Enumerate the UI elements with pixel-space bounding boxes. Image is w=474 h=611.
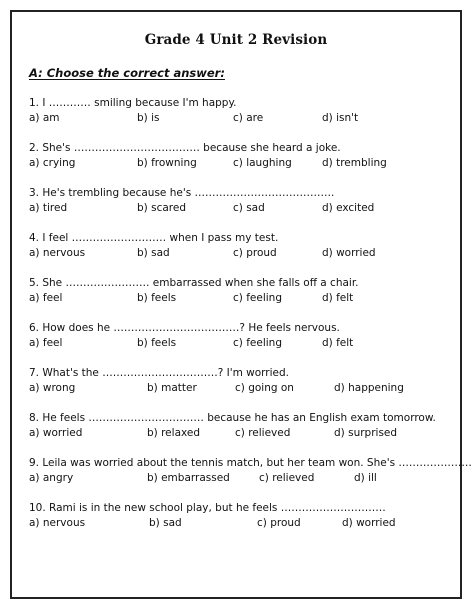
- option-d: d) isn't: [322, 112, 359, 124]
- worksheet-page: [10, 10, 472, 599]
- option-b: b) matter: [147, 382, 197, 394]
- option-d: d) ill: [354, 472, 377, 484]
- worksheet-title: Grade 4 Unit 2 Revision: [144, 32, 328, 48]
- question-8: [29, 411, 449, 440]
- option-d: d) worried: [342, 517, 396, 529]
- question-10: [29, 501, 449, 530]
- option-b: b) feels: [137, 337, 177, 349]
- question-2: [29, 141, 449, 170]
- answer-options: [29, 290, 449, 305]
- option-c: c) feeling: [233, 292, 282, 304]
- option-c: c) laughing: [233, 157, 292, 169]
- option-c: c) going on: [235, 382, 294, 394]
- answer-options: [29, 110, 449, 125]
- answer-options: [29, 470, 449, 485]
- option-b: b) sad: [149, 517, 182, 529]
- question-3: [29, 186, 449, 215]
- question-7: [29, 366, 449, 395]
- question-5: [29, 276, 449, 305]
- question-text: 5. She …………………… embarrassed when she falls off a chair.: [29, 277, 359, 289]
- option-a: a) worried: [29, 427, 83, 439]
- option-d: d) excited: [322, 202, 375, 214]
- option-b: b) relaxed: [147, 427, 201, 439]
- question-6: [29, 321, 449, 350]
- question-text: 8. He feels …………………………… because he has an English exam tomorrow.: [29, 412, 436, 424]
- option-c: c) proud: [233, 247, 277, 259]
- answer-options: [29, 245, 449, 260]
- section-heading: A: Choose the correct answer:: [29, 66, 225, 80]
- option-c: c) relieved: [235, 427, 291, 439]
- option-a: a) feel: [29, 337, 63, 349]
- option-a: a) tired: [29, 202, 68, 214]
- option-c: c) sad: [233, 202, 265, 214]
- question-9: [29, 456, 472, 485]
- option-a: a) wrong: [29, 382, 76, 394]
- question-text: 4. I feel ……………………… when I pass my test.: [29, 232, 279, 244]
- question-text: 1. I ………… smiling because I'm happy.: [29, 97, 237, 109]
- answer-options: [29, 155, 449, 170]
- question-text: 9. Leila was worried about the tennis match, but her team won. She's …………………: [29, 457, 472, 469]
- question-1: [29, 96, 449, 125]
- answer-options: [29, 425, 449, 440]
- option-a: a) nervous: [29, 247, 86, 259]
- option-d: d) worried: [322, 247, 376, 259]
- option-a: a) angry: [29, 472, 74, 484]
- question-text: 10. Rami is in the new school play, but he feels …………………………: [29, 502, 386, 514]
- option-a: a) crying: [29, 157, 76, 169]
- option-c: c) relieved: [259, 472, 315, 484]
- option-c: c) proud: [257, 517, 301, 529]
- option-a: a) am: [29, 112, 60, 124]
- answer-options: [29, 200, 449, 215]
- option-b: b) embarrassed: [147, 472, 230, 484]
- question-text: 6. How does he ………………………………? He feels nervous.: [29, 322, 340, 334]
- option-d: d) surprised: [334, 427, 398, 439]
- question-text: 2. She's ……………………………… because she heard a joke.: [29, 142, 341, 154]
- option-d: d) happening: [334, 382, 404, 394]
- option-b: b) feels: [137, 292, 177, 304]
- option-c: c) are: [233, 112, 264, 124]
- option-a: a) feel: [29, 292, 63, 304]
- option-a: a) nervous: [29, 517, 86, 529]
- option-d: d) felt: [322, 337, 354, 349]
- option-c: c) feeling: [233, 337, 282, 349]
- option-d: d) felt: [322, 292, 354, 304]
- option-b: b) scared: [137, 202, 186, 214]
- answer-options: [29, 380, 449, 395]
- question-text: 7. What's the ……………………………? I'm worried.: [29, 367, 290, 379]
- question-4: [29, 231, 449, 260]
- option-b: b) sad: [137, 247, 170, 259]
- option-b: b) is: [137, 112, 160, 124]
- answer-options: [29, 515, 449, 530]
- question-text: 3. He's trembling because he's ………………………………….: [29, 187, 335, 199]
- option-d: d) trembling: [322, 157, 387, 169]
- answer-options: [29, 335, 449, 350]
- option-b: b) frowning: [137, 157, 197, 169]
